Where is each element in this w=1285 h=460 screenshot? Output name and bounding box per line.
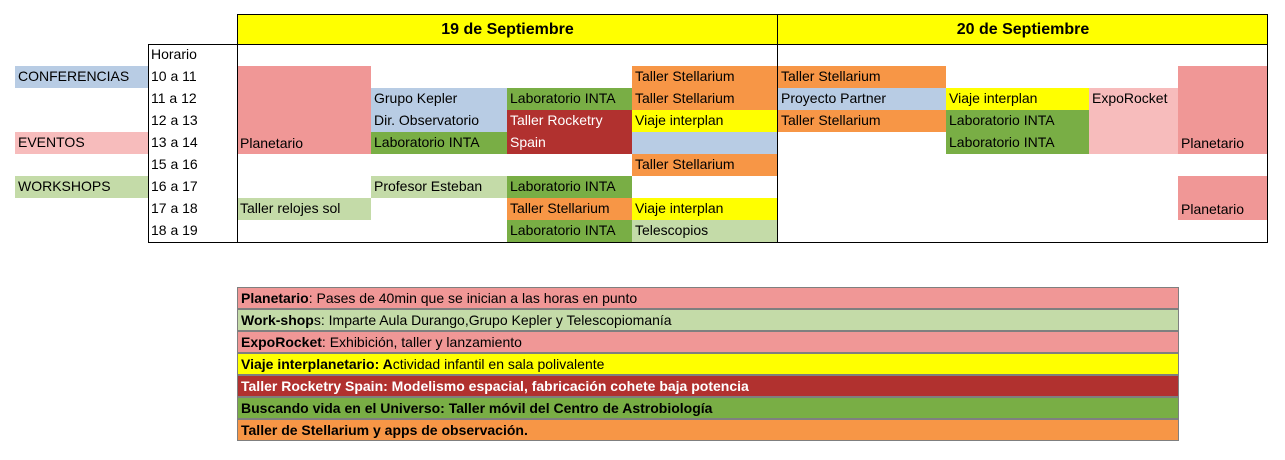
event-planetario: Planetario <box>1178 176 1268 220</box>
event-viaje-interplan: Viaje interplan <box>632 110 778 132</box>
time-slot: 13 a 14 <box>151 134 198 150</box>
event-empty-blue <box>632 132 778 154</box>
event-laboratorio-inta: Laboratorio INTA <box>371 132 507 154</box>
grid-line <box>1267 14 1268 243</box>
event-planetario: Planetario <box>1178 66 1268 154</box>
category-eventos: EVENTOS <box>15 132 148 154</box>
legend-row-workshops: Work-shops: Imparte Aula Durango,Grupo Kepler y Telescopiomanía <box>237 309 1179 331</box>
category-conferencias: CONFERENCIAS <box>15 66 148 88</box>
event-grupo-kepler: Grupo Kepler <box>371 88 507 110</box>
grid-line <box>237 14 238 243</box>
time-slot: 16 a 17 <box>151 178 198 194</box>
legend-row-planetario: Planetario: Pases de 40min que se inician a las horas en punto <box>237 287 1179 309</box>
legend-row-taller-rocketry: Taller Rocketry Spain: Modelismo espacial, fabricación cohete baja potencia <box>237 375 1179 397</box>
legend-row-buscando-vida: Buscando vida en el Universo: Taller móvil del Centro de Astrobiología <box>237 397 1179 419</box>
time-slot: 18 a 19 <box>151 222 198 238</box>
grid-line <box>148 242 1268 243</box>
event-laboratorio-inta: Laboratorio INTA <box>507 176 632 198</box>
event-exporocket: ExpoRocket <box>1089 88 1178 154</box>
time-slot: 10 a 11 <box>151 68 197 84</box>
time-slot: 11 a 12 <box>151 90 197 106</box>
legend-row-viaje-interplanetario: Viaje interplanetario: Actividad infantil en sala polivalente <box>237 353 1179 375</box>
event-proyecto-partner: Proyecto Partner <box>778 88 946 110</box>
event-laboratorio-inta: Laboratorio INTA <box>946 132 1089 154</box>
grid-line <box>237 14 1268 15</box>
event-dir-observatorio: Dir. Observatorio <box>371 110 507 132</box>
legend-row-exporocket: ExpoRocket: Exhibición, taller y lanzamiento <box>237 331 1179 353</box>
time-slot: 17 a 18 <box>151 200 198 216</box>
event-laboratorio-inta: Laboratorio INTA <box>507 220 632 242</box>
grid-line <box>148 44 149 243</box>
event-taller-rocketry: Taller Rocketry <box>507 110 632 132</box>
event-taller-relojes: Taller relojes sol <box>237 198 371 220</box>
event-taller-stellarium: Taller Stellarium <box>632 154 778 176</box>
event-taller-stellarium: Taller Stellarium <box>632 88 778 110</box>
time-slot: 15 a 16 <box>151 156 198 172</box>
event-taller-stellarium: Taller Stellarium <box>778 66 946 88</box>
event-profesor-esteban: Profesor Esteban <box>371 176 507 198</box>
event-taller-stellarium: Taller Stellarium <box>778 110 946 132</box>
horario-label: Horario <box>151 46 197 62</box>
event-viaje-interplan: Viaje interplan <box>632 198 778 220</box>
time-slot: 12 a 13 <box>151 112 198 128</box>
event-planetario: Planetario <box>237 66 371 154</box>
grid-line <box>148 44 1268 45</box>
event-laboratorio-inta: Laboratorio INTA <box>946 110 1089 132</box>
day-header-20: 20 de Septiembre <box>778 15 1268 45</box>
event-taller-rocketry-spain: Spain <box>507 132 632 154</box>
day-header-19: 19 de Septiembre <box>237 15 778 45</box>
event-taller-stellarium: Taller Stellarium <box>632 66 778 88</box>
legend-row-stellarium: Taller de Stellarium y apps de observación. <box>237 419 1179 441</box>
category-workshops: WORKSHOPS <box>15 176 148 198</box>
grid-line <box>777 14 778 243</box>
event-laboratorio-inta: Laboratorio INTA <box>507 88 632 110</box>
event-viaje-interplan: Viaje interplan <box>946 88 1089 110</box>
event-telescopios: Telescopios <box>632 220 778 242</box>
event-taller-stellarium: Taller Stellarium <box>507 198 632 220</box>
